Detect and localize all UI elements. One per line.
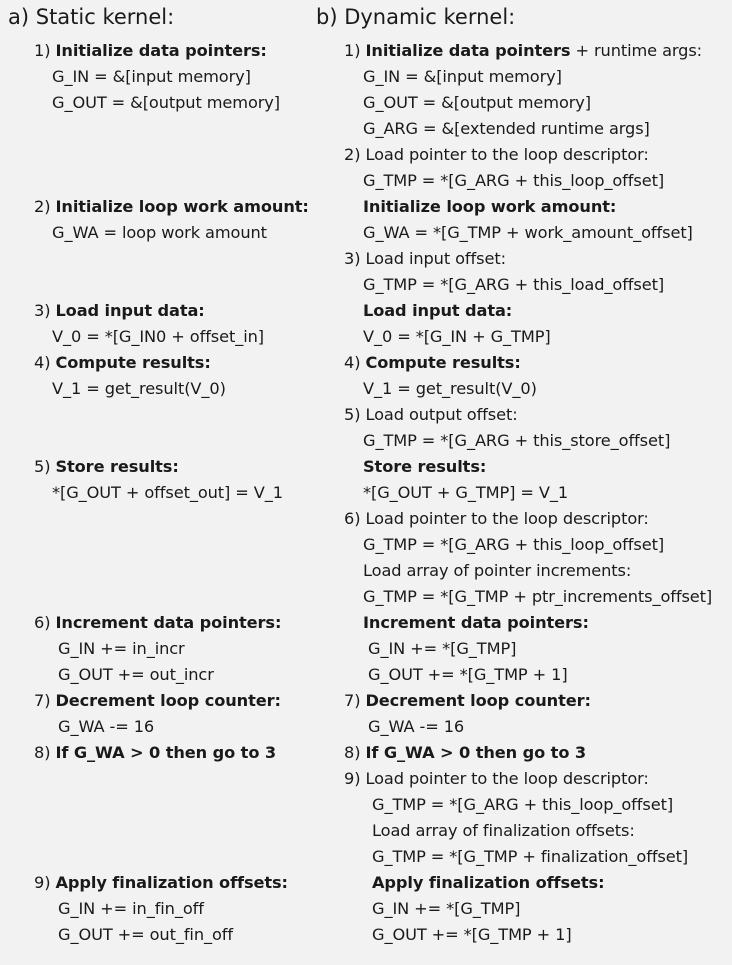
- line-text: 5) Load output offset:: [344, 405, 518, 424]
- line-text: G_TMP = *[G_ARG + this_store_offset]: [363, 431, 671, 450]
- step-title: Initialize data pointers: [365, 41, 571, 60]
- line-text: G_IN += in_incr: [58, 639, 185, 658]
- step-title: Decrement loop counter:: [365, 691, 591, 710]
- step-title: Compute results:: [365, 353, 521, 372]
- dynamic-line-34: [372, 898, 520, 920]
- step-title: If G_WA > 0 then go to 3: [55, 743, 277, 762]
- step-title: Load input data:: [55, 301, 205, 320]
- line-text: 2): [34, 197, 56, 216]
- step-title: Apply finalization offsets:: [372, 873, 605, 892]
- dynamic-line-21: [363, 560, 631, 582]
- line-text: G_TMP = *[G_ARG + this_loop_offset]: [372, 795, 674, 814]
- line-text: 2) Load pointer to the loop descriptor:: [344, 145, 649, 164]
- step-title: Apply finalization offsets:: [55, 873, 288, 892]
- dynamic-line-26: [344, 690, 591, 712]
- static-line-3: [52, 92, 280, 114]
- line-text: G_IN = &[input memory]: [363, 67, 562, 86]
- dynamic-kernel-heading: b) Dynamic kernel:: [316, 5, 516, 29]
- static-line-1: [34, 40, 267, 62]
- line-text: 1): [34, 41, 56, 60]
- dynamic-line-16: [363, 430, 670, 452]
- step-title: Initialize data pointers:: [55, 41, 267, 60]
- line-text: 6) Load pointer to the loop descriptor:: [344, 509, 649, 528]
- dynamic-line-6: [363, 170, 664, 192]
- line-text: 9): [34, 873, 56, 892]
- line-text: 9) Load pointer to the loop descriptor:: [344, 769, 649, 788]
- step-title: Load input data:: [363, 301, 513, 320]
- dynamic-line-23: [363, 612, 589, 634]
- line-text: 5): [34, 457, 56, 476]
- dynamic-line-33: [372, 872, 604, 894]
- dynamic-line-10: [363, 274, 664, 296]
- dynamic-line-9: [344, 248, 506, 270]
- line-text: *[G_OUT + G_TMP] = V_1: [363, 483, 569, 502]
- line-text: G_OUT += *[G_TMP + 1]: [368, 665, 568, 684]
- line-text: G_TMP = *[G_TMP + finalization_offset]: [372, 847, 689, 866]
- dynamic-line-30: [372, 794, 673, 816]
- line-text: G_TMP = *[G_TMP + ptr_increments_offset]: [363, 587, 713, 606]
- line-text: 7): [34, 691, 56, 710]
- static-line-11: [52, 482, 283, 504]
- dynamic-line-35: [372, 924, 572, 946]
- dynamic-line-14: [363, 378, 537, 400]
- static-line-15: [34, 690, 281, 712]
- line-text: Load array of finalization offsets:: [372, 821, 635, 840]
- dynamic-line-19: [344, 508, 649, 530]
- static-line-9: [52, 378, 226, 400]
- line-text: G_IN += *[G_TMP]: [368, 639, 517, 658]
- static-line-20: [58, 924, 233, 946]
- line-text: 1): [344, 41, 366, 60]
- step-title: Compute results:: [55, 353, 211, 372]
- dynamic-line-1: [344, 40, 702, 62]
- line-text: 3): [34, 301, 56, 320]
- line-text: G_IN = &[input memory]: [52, 67, 251, 86]
- line-text: G_OUT += *[G_TMP + 1]: [372, 925, 572, 944]
- dynamic-line-24: [368, 638, 516, 660]
- step-title: If G_WA > 0 then go to 3: [365, 743, 587, 762]
- dynamic-line-17: [363, 456, 486, 478]
- line-text: 6): [34, 613, 56, 632]
- line-suffix: + runtime args:: [570, 41, 703, 60]
- dynamic-line-29: [344, 768, 649, 790]
- static-line-8: [34, 352, 211, 374]
- step-title: Increment data pointers:: [55, 613, 282, 632]
- line-text: G_TMP = *[G_ARG + this_loop_offset]: [363, 171, 665, 190]
- step-title: Store results:: [363, 457, 487, 476]
- dynamic-line-22: [363, 586, 712, 608]
- line-text: Load array of pointer increments:: [363, 561, 632, 580]
- dynamic-line-3: [363, 92, 591, 114]
- line-text: 3) Load input offset:: [344, 249, 506, 268]
- line-text: 8): [34, 743, 56, 762]
- static-line-13: [58, 638, 185, 660]
- dynamic-line-18: [363, 482, 568, 504]
- line-text: G_IN += in_fin_off: [58, 899, 204, 918]
- static-line-18: [34, 872, 288, 894]
- line-text: G_ARG = &[extended runtime args]: [363, 119, 650, 138]
- line-text: G_WA -= 16: [368, 717, 465, 736]
- line-text: G_TMP = *[G_ARG + this_loop_offset]: [363, 535, 665, 554]
- static-line-10: [34, 456, 179, 478]
- dynamic-line-4: [363, 118, 650, 140]
- static-line-16: [58, 716, 154, 738]
- dynamic-line-2: [363, 66, 562, 88]
- dynamic-line-28: [344, 742, 586, 764]
- dynamic-line-5: [344, 144, 649, 166]
- line-text: G_OUT += out_incr: [58, 665, 214, 684]
- line-text: V_0 = *[G_IN + G_TMP]: [363, 327, 551, 346]
- line-text: 4): [344, 353, 366, 372]
- static-line-7: [52, 326, 264, 348]
- step-title: Initialize loop work amount:: [363, 197, 617, 216]
- line-text: V_1 = get_result(V_0): [363, 379, 537, 398]
- dynamic-line-12: [363, 326, 551, 348]
- dynamic-line-25: [368, 664, 568, 686]
- static-line-19: [58, 898, 204, 920]
- line-text: *[G_OUT + offset_out] = V_1: [52, 483, 283, 502]
- static-line-2: [52, 66, 251, 88]
- static-line-4: [34, 196, 309, 218]
- static-line-5: [52, 222, 267, 244]
- step-title: Initialize loop work amount:: [55, 197, 309, 216]
- dynamic-line-32: [372, 846, 688, 868]
- line-text: G_WA = loop work amount: [52, 223, 267, 242]
- static-line-12: [34, 612, 281, 634]
- dynamic-line-13: [344, 352, 521, 374]
- line-text: G_WA = *[G_TMP + work_amount_offset]: [363, 223, 693, 242]
- dynamic-line-11: [363, 300, 512, 322]
- line-text: 4): [34, 353, 56, 372]
- line-text: G_OUT = &[output memory]: [52, 93, 280, 112]
- line-text: G_OUT += out_fin_off: [58, 925, 233, 944]
- step-title: Decrement loop counter:: [55, 691, 281, 710]
- static-line-6: [34, 300, 205, 322]
- dynamic-line-7: [363, 196, 616, 218]
- line-text: G_IN += *[G_TMP]: [372, 899, 521, 918]
- line-text: G_OUT = &[output memory]: [363, 93, 591, 112]
- static-line-17: [34, 742, 276, 764]
- static-line-14: [58, 664, 214, 686]
- step-title: Store results:: [55, 457, 179, 476]
- line-text: V_1 = get_result(V_0): [52, 379, 226, 398]
- line-text: 7): [344, 691, 366, 710]
- dynamic-line-20: [363, 534, 664, 556]
- line-text: V_0 = *[G_IN0 + offset_in]: [52, 327, 265, 346]
- line-text: 8): [344, 743, 366, 762]
- line-text: G_WA -= 16: [58, 717, 155, 736]
- dynamic-line-15: [344, 404, 518, 426]
- step-title: Increment data pointers:: [363, 613, 589, 632]
- dynamic-line-27: [368, 716, 464, 738]
- static-kernel-heading: a) Static kernel:: [8, 5, 175, 29]
- dynamic-line-31: [372, 820, 635, 842]
- dynamic-line-8: [363, 222, 693, 244]
- line-text: G_TMP = *[G_ARG + this_load_offset]: [363, 275, 665, 294]
